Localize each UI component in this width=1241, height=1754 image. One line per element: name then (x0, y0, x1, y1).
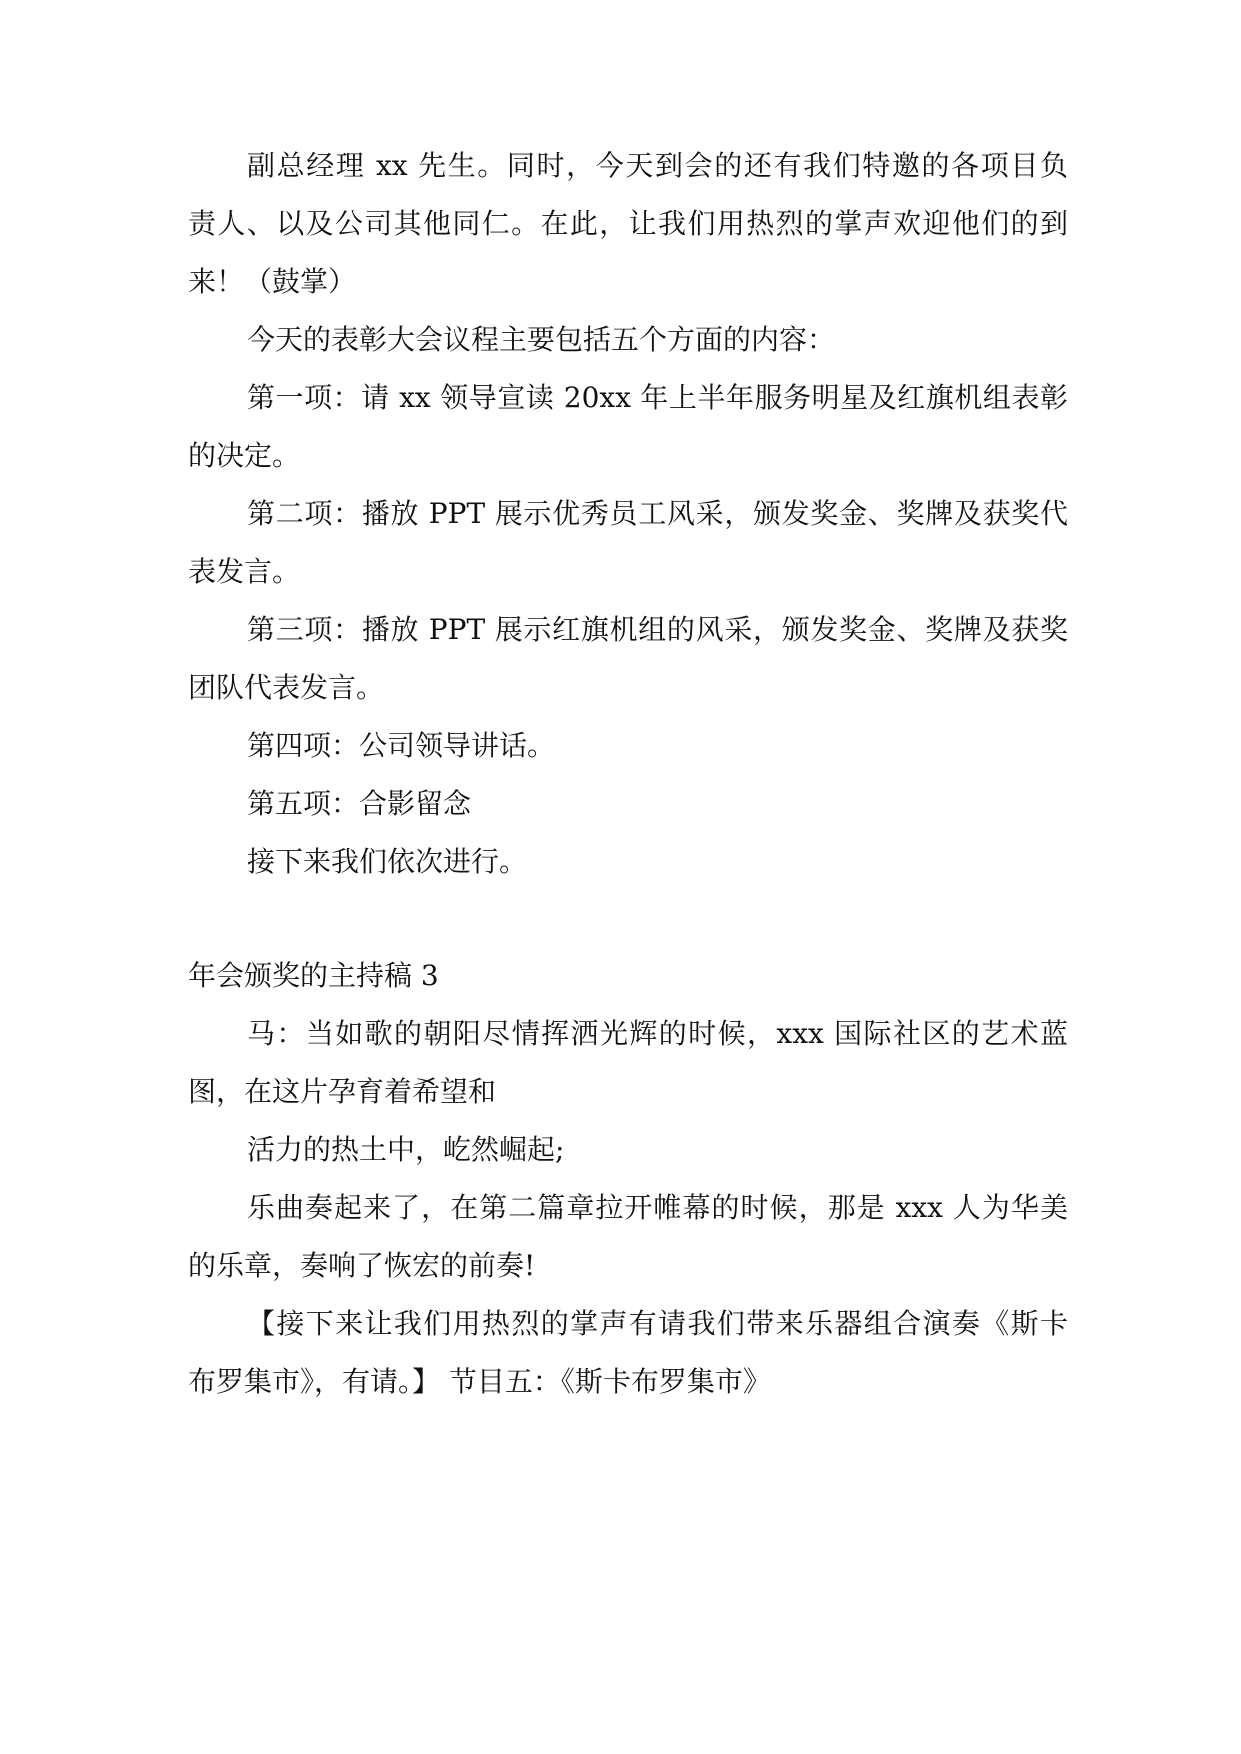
paragraph-line: 图，在这片孕育着希望和 (188, 1075, 497, 1108)
paragraph-line: 今天的表彰大会议程主要包括五个方面的内容： (247, 323, 836, 356)
agenda-item-1: 第一项：请 xx 领导宣读 20xx 年上半年服务明星及红旗机组表彰 (247, 381, 1068, 414)
paragraph-line: 活力的热土中，屹然崛起; (247, 1133, 565, 1166)
paragraph-line: 责人、以及公司其他同仁。在此，让我们用热烈的掌声欢迎他们的到 (188, 207, 1068, 240)
paragraph-line: 乐曲奏起来了，在第二篇章拉开帷幕的时候，那是 xxx 人为华美 (247, 1191, 1068, 1224)
agenda-item-3-continued: 团队代表发言。 (188, 671, 385, 704)
paragraph-line: 马：当如歌的朝阳尽情挥洒光辉的时候，xxx 国际社区的艺术蓝 (247, 1017, 1068, 1050)
agenda-item-4: 第四项：公司领导讲话。 (247, 729, 556, 762)
paragraph-line: 接下来我们依次进行。 (247, 845, 528, 878)
agenda-item-5: 第五项：合影留念 (247, 787, 472, 820)
section-heading: 年会颁奖的主持稿 3 (188, 959, 439, 992)
paragraph-line: 的乐章，奏响了恢宏的前奏! (188, 1249, 536, 1282)
agenda-item-3: 第三项：播放 PPT 展示红旗机组的风采，颁发奖金、奖牌及获奖 (247, 613, 1068, 646)
agenda-item-2-continued: 表发言。 (188, 555, 301, 588)
paragraph-line: 布罗集市》，有请。】 节目五：《斯卡布罗集市》 (188, 1365, 771, 1398)
paragraph-line: 来！（鼓掌） (188, 265, 357, 298)
agenda-item-1-continued: 的决定。 (188, 439, 301, 472)
paragraph-line: 【接下来让我们用热烈的掌声有请我们带来乐器组合演奏《斯卡 (247, 1307, 1068, 1340)
agenda-item-2: 第二项：播放 PPT 展示优秀员工风采，颁发奖金、奖牌及获奖代 (247, 497, 1068, 530)
paragraph-line: 副总经理 xx 先生。同时，今天到会的还有我们特邀的各项目负 (247, 149, 1068, 182)
